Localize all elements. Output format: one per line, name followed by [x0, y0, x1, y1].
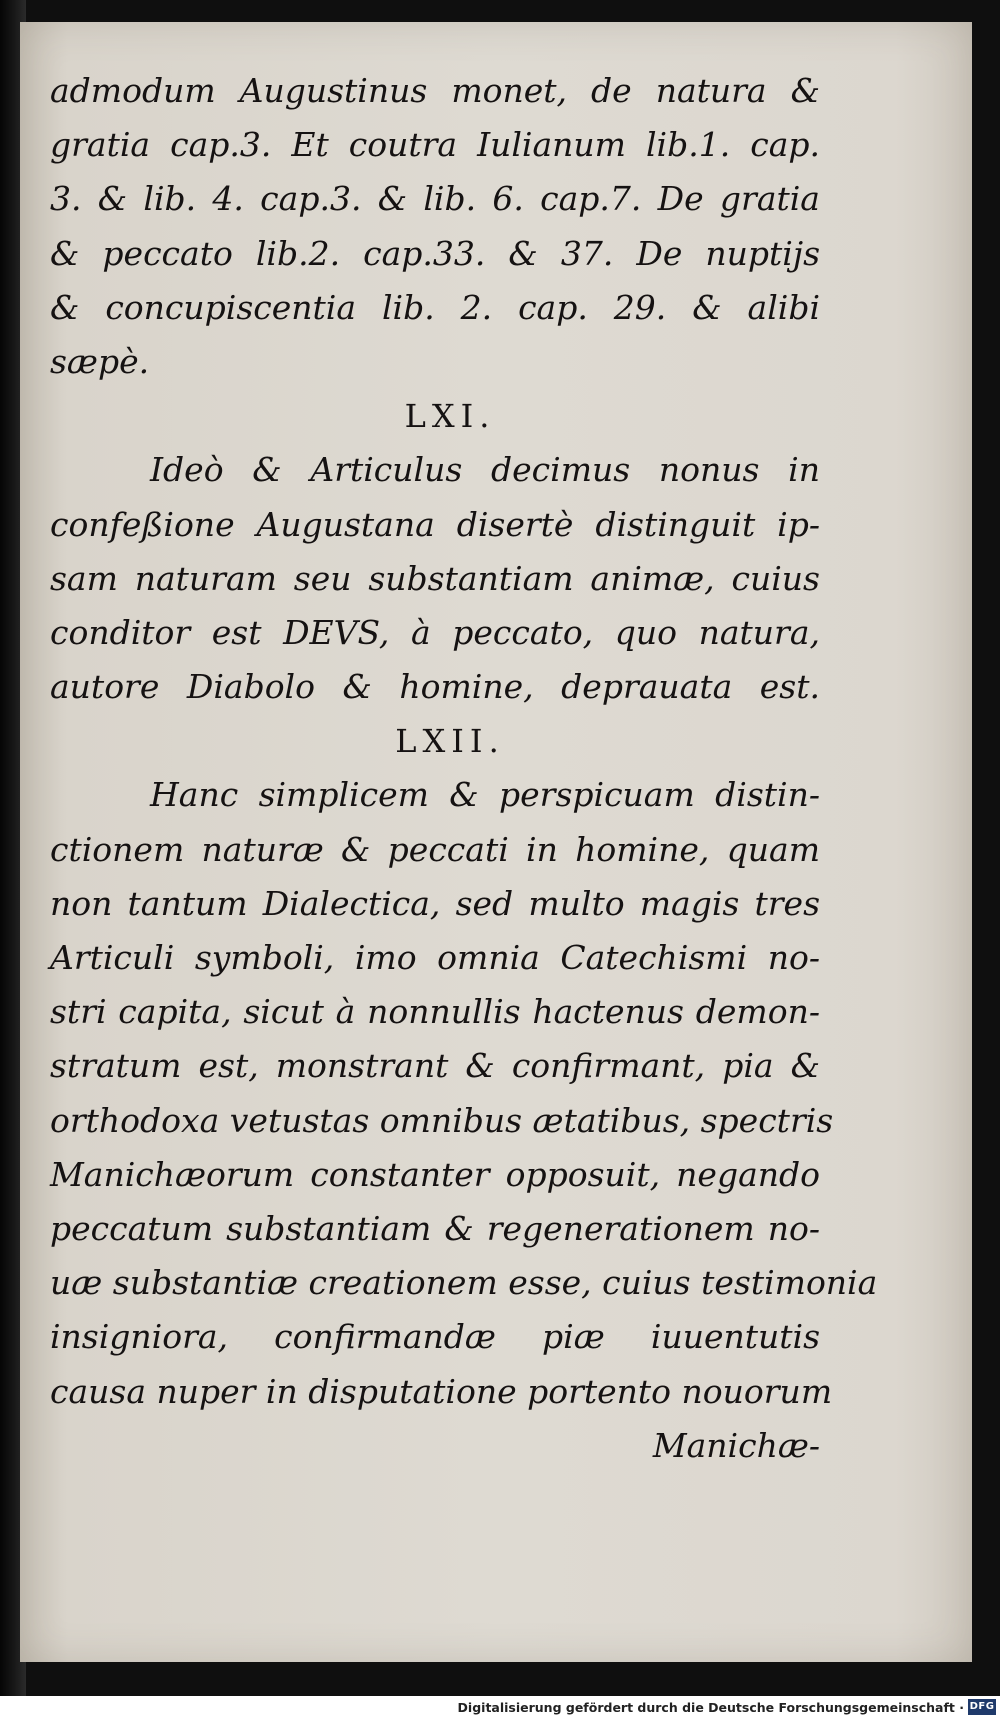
text-line: sam naturam seu substantiam animæ, cuius	[50, 558, 820, 598]
text-line: autore Diabolo & homine, deprauata est.	[50, 667, 820, 707]
text-line: & peccato lib.2. cap.33. & 37. De nuptijs	[50, 233, 820, 273]
section-heading: LXII.	[395, 722, 505, 761]
text-line: causa nuper in disputatione portento nouorum	[50, 1371, 833, 1411]
text-line: stri capita, sicut à nonnullis hactenus demon-	[50, 992, 820, 1032]
text-line: Ideò & Articulus decimus nonus in	[150, 450, 820, 490]
page-text	[50, 64, 878, 1473]
text-line: Manichæorum constanter opposuit, negando	[50, 1154, 820, 1194]
catchword: Manichæ-	[652, 1425, 820, 1465]
text-line: confeßione Augustana disertè distinguit ip-	[50, 504, 820, 544]
text-line: stratum est, monstrant & confirmant, pia &	[50, 1046, 820, 1086]
section-heading: LXI.	[404, 397, 496, 436]
footer-credit: Digitalisierung gefördert durch die Deutsche Forschungsgemeinschaft ·	[457, 1700, 964, 1715]
text-line: orthodoxa vetustas omnibus ætatibus, spectris	[50, 1100, 834, 1140]
text-line: peccatum substantiam & regenerationem no-	[50, 1208, 820, 1248]
text-line: insigniora, confirmandæ piæ iuuentutis	[50, 1317, 820, 1357]
text-line: admodum Augustinus monet, de natura &	[50, 71, 820, 110]
book-page	[20, 22, 972, 1662]
text-line: gratia cap.3. Et coutra Iulianum lib.1. cap.	[50, 125, 820, 165]
text-line: Hanc simplicem & perspicuam distin-	[150, 775, 820, 815]
text-line: 3. & lib. 4. cap.3. & lib. 6. cap.7. De gratia	[50, 179, 820, 219]
text-line: non tantum Dialectica, sed multo magis tres	[50, 883, 820, 923]
text-line: conditor est DEVS, à peccato, quo natura,	[50, 612, 820, 652]
text-line: uæ substantiæ creationem esse, cuius testimonia	[50, 1263, 878, 1303]
text-line: & concupiscentia lib. 2. cap. 29. & alibi	[50, 287, 820, 327]
dfg-logo: DFG	[968, 1699, 996, 1715]
text-line: Articuli symboli, imo omnia Catechismi no-	[50, 938, 820, 977]
text-line: ctionem naturæ & peccati in homine, quam	[50, 829, 820, 869]
text-line: sæpè.	[50, 341, 150, 381]
